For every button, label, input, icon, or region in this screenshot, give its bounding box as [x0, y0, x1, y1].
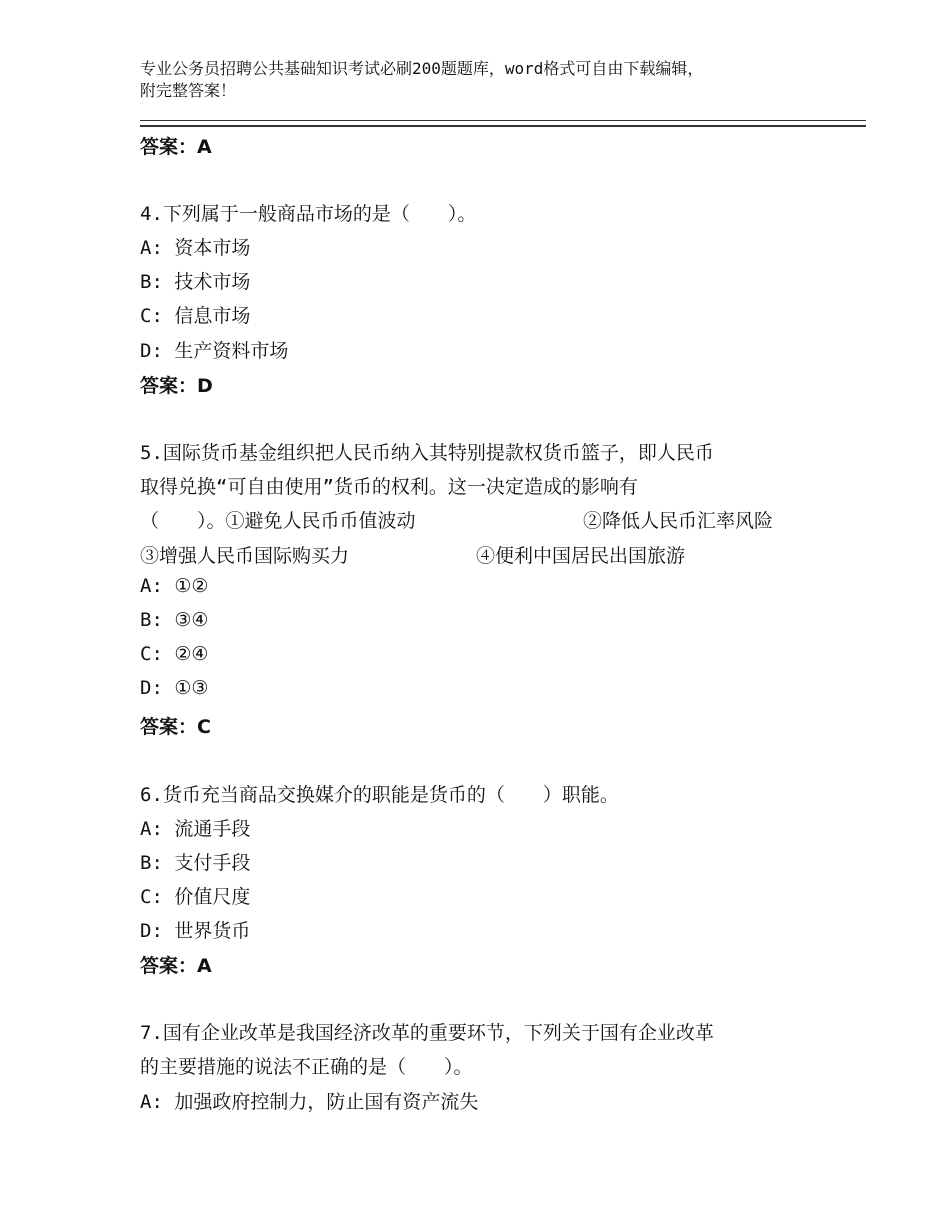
question-4-option-d: D: 生产资料市场: [140, 340, 289, 362]
question-5-stem-line-3-left: （ ）。①避免人民币币值波动: [140, 510, 416, 532]
question-4-option-b: B: 技术市场: [140, 271, 251, 293]
question-4-option-c: C: 信息市场: [140, 305, 251, 327]
question-5-option-d: D: ①③: [140, 677, 209, 699]
question-5-stem-line-1: 5.国际货币基金组织把人民币纳入其特别提款权货币篮子，即人民币: [140, 442, 714, 464]
question-7-stem-line-1: 7.国有企业改革是我国经济改革的重要环节，下列关于国有企业改革: [140, 1022, 714, 1044]
question-6-option-a: A: 流通手段: [140, 818, 251, 840]
question-4-answer: 答案：D: [140, 375, 213, 397]
question-5-stem-line-4-left: ③增强人民币国际购买力: [140, 545, 350, 567]
question-6-option-c: C: 价值尺度: [140, 886, 251, 908]
question-6-option-d: D: 世界货币: [140, 920, 251, 942]
question-6-option-b: B: 支付手段: [140, 852, 251, 874]
header-line-1: 专业公务员招聘公共基础知识考试必刷200题题库，word格式可自由下载编辑，: [140, 59, 704, 78]
question-5-stem-line-3-right: ②降低人民币汇率风险: [583, 510, 774, 532]
question-6-answer: 答案：A: [140, 955, 212, 977]
header-line-2: 附完整答案！: [140, 81, 237, 100]
question-5-answer: 答案：C: [140, 716, 211, 738]
answer-previous: 答案：A: [140, 136, 212, 158]
question-5-option-c: C: ②④: [140, 643, 209, 665]
question-5-option-b: B: ③④: [140, 609, 209, 631]
question-5-option-a: A: ①②: [140, 575, 209, 597]
page-header: [140, 58, 860, 102]
question-5-stem-line-4-right: ④便利中国居民出国旅游: [476, 545, 686, 567]
question-4-stem: 4.下列属于一般商品市场的是（ ）。: [140, 203, 477, 225]
question-6-stem: 6.货币充当商品交换媒介的职能是货币的（ ）职能。: [140, 784, 619, 806]
question-4-option-a: A: 资本市场: [140, 237, 251, 259]
question-7-stem-line-2: 的主要措施的说法不正确的是（ ）。: [140, 1056, 473, 1078]
question-7-option-a: A: 加强政府控制力，防止国有资产流失: [140, 1091, 479, 1113]
header-divider: [140, 120, 866, 127]
question-5-stem-line-2: 取得兑换“可自由使用”货币的权利。这一决定造成的影响有: [140, 476, 638, 498]
